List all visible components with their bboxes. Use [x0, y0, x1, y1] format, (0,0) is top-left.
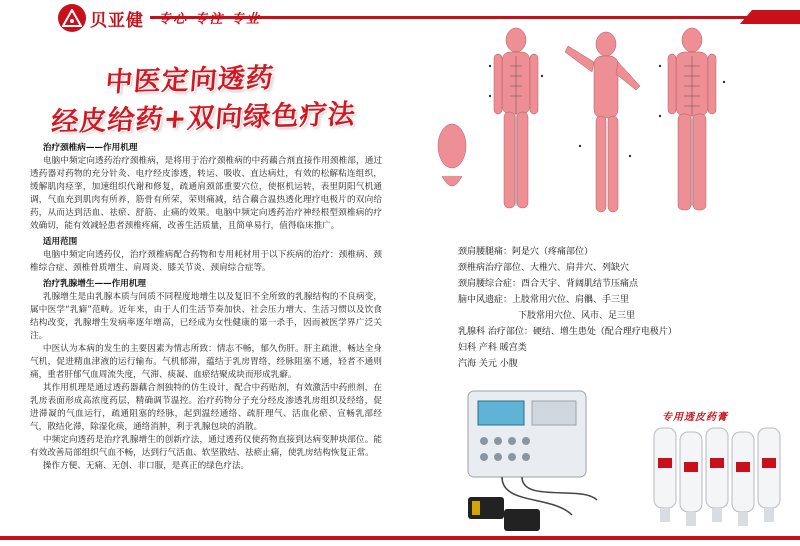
paragraph: 电脑中频定向透药仪，治疗颈椎病配合药物和专用耗材用于以下疾病的治疗：颈椎病、颈椎综合症、颈椎骨质增生、肩周炎、膝关节炎、颈肩综合症等。	[30, 250, 382, 273]
paragraph: 中频定向透药是治疗乳腺增生的创新疗法，通过透药仪使药物直接到达病变肿块部位。能有效改善局部组织气血不畅，达到行气活血、软坚散结、祛瘀止痛，使乳房结构恢复正常。	[30, 435, 382, 458]
paragraph: 操作方便、无痛、无创、非口服，是真正的绿色疗法。	[42, 461, 250, 471]
paragraph: 其作用机理是通过透药器藕合剂独特的仿生设计，配合中药贴剂，有效激活中药煎剂，在乳房表面形成高浓度药层，精确调节温控。治疗药物分子充分经皮渗透乳房组织及经络，促进滞凝的气血运行，疏通阻塞的经脉，起到温经通络、疏肝理气、活血化瘀、宣畅乳部经气，散结化滞，除湿化痰，通络消肿，利于乳腺包块的消散。	[30, 383, 382, 432]
left-article	[30, 142, 382, 473]
bottom-red-rule	[0, 536, 800, 540]
headline-line1: 中医定向透药	[104, 62, 276, 99]
paragraph: 电脑中频定向透药治疗颈椎病，是将用于治疗颈椎病的中药藕合剂直接作用颈椎部，通过透药器对药物的充分针灸、电疗经皮渗透，转运、吸收、直达病灶，有效的松解粘连组织，缓解肌肉痉挛，加速组织代谢和修复，疏通肩颈部重要穴位，使枢机运转，表里阴阳气机通调，气血充到肌肉有所养，筋骨有所荣，荣则痛减，结合藕合温热透化理疗电极片的双向给药，从而达到活血、祛瘀、舒筋、止痛的效果。电脑中频定向透药治疗神经根型颈椎病的疗效确切，能有效减轻患者颈椎疼痛，改善生活质量，且简单易行，值得临床推广。	[30, 156, 382, 231]
headline-line2: 经皮给药+双向绿色疗法	[50, 99, 357, 138]
indication-item: 汽海 关元 小腹	[458, 359, 518, 369]
paragraph: 中医认为本病的发生的主要因素为情志所致：情志不畅，郁久伤肝。肝主疏泄，畅达全身气机，促进精血津液的运行输布。气机郁滞，蕴结于乳房胃络，经脉阻塞不通，轻者不通则痛，重者肝郁气血周流失度，气滞、痰凝、血瘀结聚成块而形成乳癖。	[30, 344, 382, 380]
indication-item: 颈椎病治疗部位、大椎穴、肩井穴、列缺穴	[458, 263, 630, 273]
bottom-band	[0, 534, 800, 546]
indication-item: 下肢常用穴位、风市、足三里	[518, 311, 636, 321]
brand-logo-icon	[58, 4, 86, 32]
section-title: 治疗乳腺增生——作用机理	[42, 279, 147, 289]
therapy-device-image	[462, 385, 612, 535]
section-title: 适用范围	[42, 237, 78, 247]
tube-label: 专用透皮药膏	[662, 412, 728, 423]
indication-item: 脑中风遗症：上肢常用穴位、肩髃、手三里	[458, 295, 630, 305]
indication-item: 颈肩腰综合症：酉合天宇、背阔肌结节压痛点	[458, 279, 639, 289]
indication-item: 妇科 产科 暖宫类	[458, 343, 527, 353]
top-red-tab	[740, 10, 800, 24]
brand-name: 贝亚健	[90, 11, 144, 31]
paragraph: 乳腺增生是由乳腺本质与间质不同程度地增生以及复旧不全所致的乳腺结构的不良病变，属中医学“乳癖”范畴。近年来，由于人们生活节奏加快、社会压力增大、生活习惯以及饮食结构改变，乳腺增生发病率逐年增高，已经成为女性健康的第一杀手，因而被医学界广泛关注。	[30, 292, 382, 341]
indication-list	[458, 244, 788, 372]
brand-slogan: 专心 专注 专业	[158, 12, 262, 27]
section-title: 治疗颈椎病——作用机理	[42, 143, 138, 153]
indication-item: 颈肩腰腿痛：阿是穴（疼痛部位）	[458, 247, 594, 257]
indication-item: 乳腺科 治疗部位：硬结、增生患处（配合理疗电极片）	[458, 327, 677, 337]
acupoint-anatomy-illustration	[430, 26, 770, 232]
